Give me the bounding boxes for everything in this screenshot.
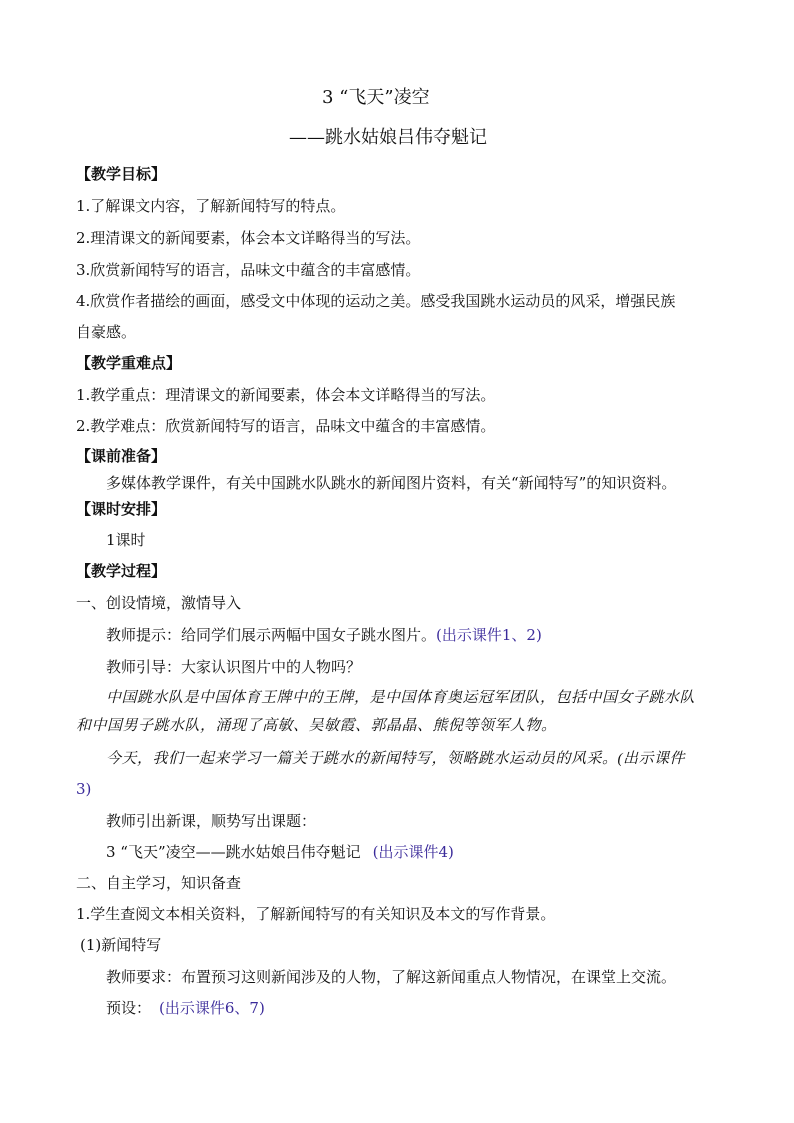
preset-label: 预设： <box>106 999 152 1017</box>
section-heading-schedule: 【课时安排】 <box>76 500 167 518</box>
teacher-tip <box>106 625 542 645</box>
slide-reference: (出示课件6、7) <box>159 999 265 1017</box>
section-heading-goals: 【教学目标】 <box>76 165 167 183</box>
preparation-text: 多媒体教学课件，有关中国跳水队跳水的新闻图片资料，有关“新闻特写”的知识资料。 <box>106 474 677 492</box>
intro-paragraph-continued: 3) <box>76 780 92 798</box>
slide-reference: (出示课件4) <box>372 843 454 861</box>
teacher-requirement: 教师要求：布置预习这则新闻涉及的人物，了解这新闻重点人物情况，在课堂上交流。 <box>106 968 677 986</box>
goal-item: 2.理清课文的新闻要素，体会本文详略得当的写法。 <box>76 229 421 247</box>
study-item: 1.学生查阅文本相关资料，了解新闻特写的有关知识及本文的写作背景。 <box>76 905 556 923</box>
lesson-title: 3 “飞天”凌空 <box>322 87 430 108</box>
key-point-item: 1.教学重点：理清课文的新闻要素，体会本文详略得当的写法。 <box>76 386 496 404</box>
intro-paragraph: 今天，我们一起来学习一篇关于跳水的新闻特写，领略跳水运动员的风采。(出示课件 <box>106 751 685 767</box>
goal-item: 1.了解课文内容，了解新闻特写的特点。 <box>76 197 346 215</box>
goal-item-continued: 自豪感。 <box>76 323 137 341</box>
section-heading-process: 【教学过程】 <box>76 562 167 580</box>
study-subitem: (1)新闻特写 <box>80 936 162 954</box>
section-heading-preparation: 【课前准备】 <box>76 447 167 465</box>
teacher-tip-text: 教师提示：给同学们展示两幅中国女子跳水图片。 <box>106 626 437 644</box>
teacher-guide: 教师引导：大家认识图片中的人物吗？ <box>106 658 362 676</box>
lesson-topic-text: 3 “飞天”凌空——跳水姑娘吕伟夺魁记 <box>106 843 361 861</box>
goal-item: 4.欣赏作者描绘的画面，感受文中体现的运动之美。感受我国跳水运动员的风采，增强民族 <box>76 292 676 310</box>
slide-reference: (出示课件1、2) <box>436 626 542 644</box>
process-step-heading: 一、创设情境，激情导入 <box>76 594 242 612</box>
schedule-text: 1课时 <box>106 531 146 549</box>
intro-paragraph: 中国跳水队是中国体育王牌中的王牌，是中国体育奥运冠军团队，包括中国女子跳水队 <box>106 690 696 706</box>
lesson-topic <box>106 842 454 862</box>
lesson-subtitle: ——跳水姑娘吕伟夺魁记 <box>289 127 487 148</box>
goal-item: 3.欣赏新闻特写的语言，品味文中蕴含的丰富感情。 <box>76 261 421 279</box>
intro-paragraph-continued: 和中国男子跳水队，涌现了高敏、吴敏霞、郭晶晶、熊倪等领军人物。 <box>76 718 557 734</box>
lesson-intro: 教师引出新课，顺势写出课题： <box>106 812 317 830</box>
section-heading-key-points: 【教学重难点】 <box>76 354 182 372</box>
key-point-item: 2.教学难点：欣赏新闻特写的语言，品味文中蕴含的丰富感情。 <box>76 417 496 435</box>
preset-line <box>106 998 265 1018</box>
process-step-heading: 二、自主学习，知识备查 <box>76 874 242 892</box>
